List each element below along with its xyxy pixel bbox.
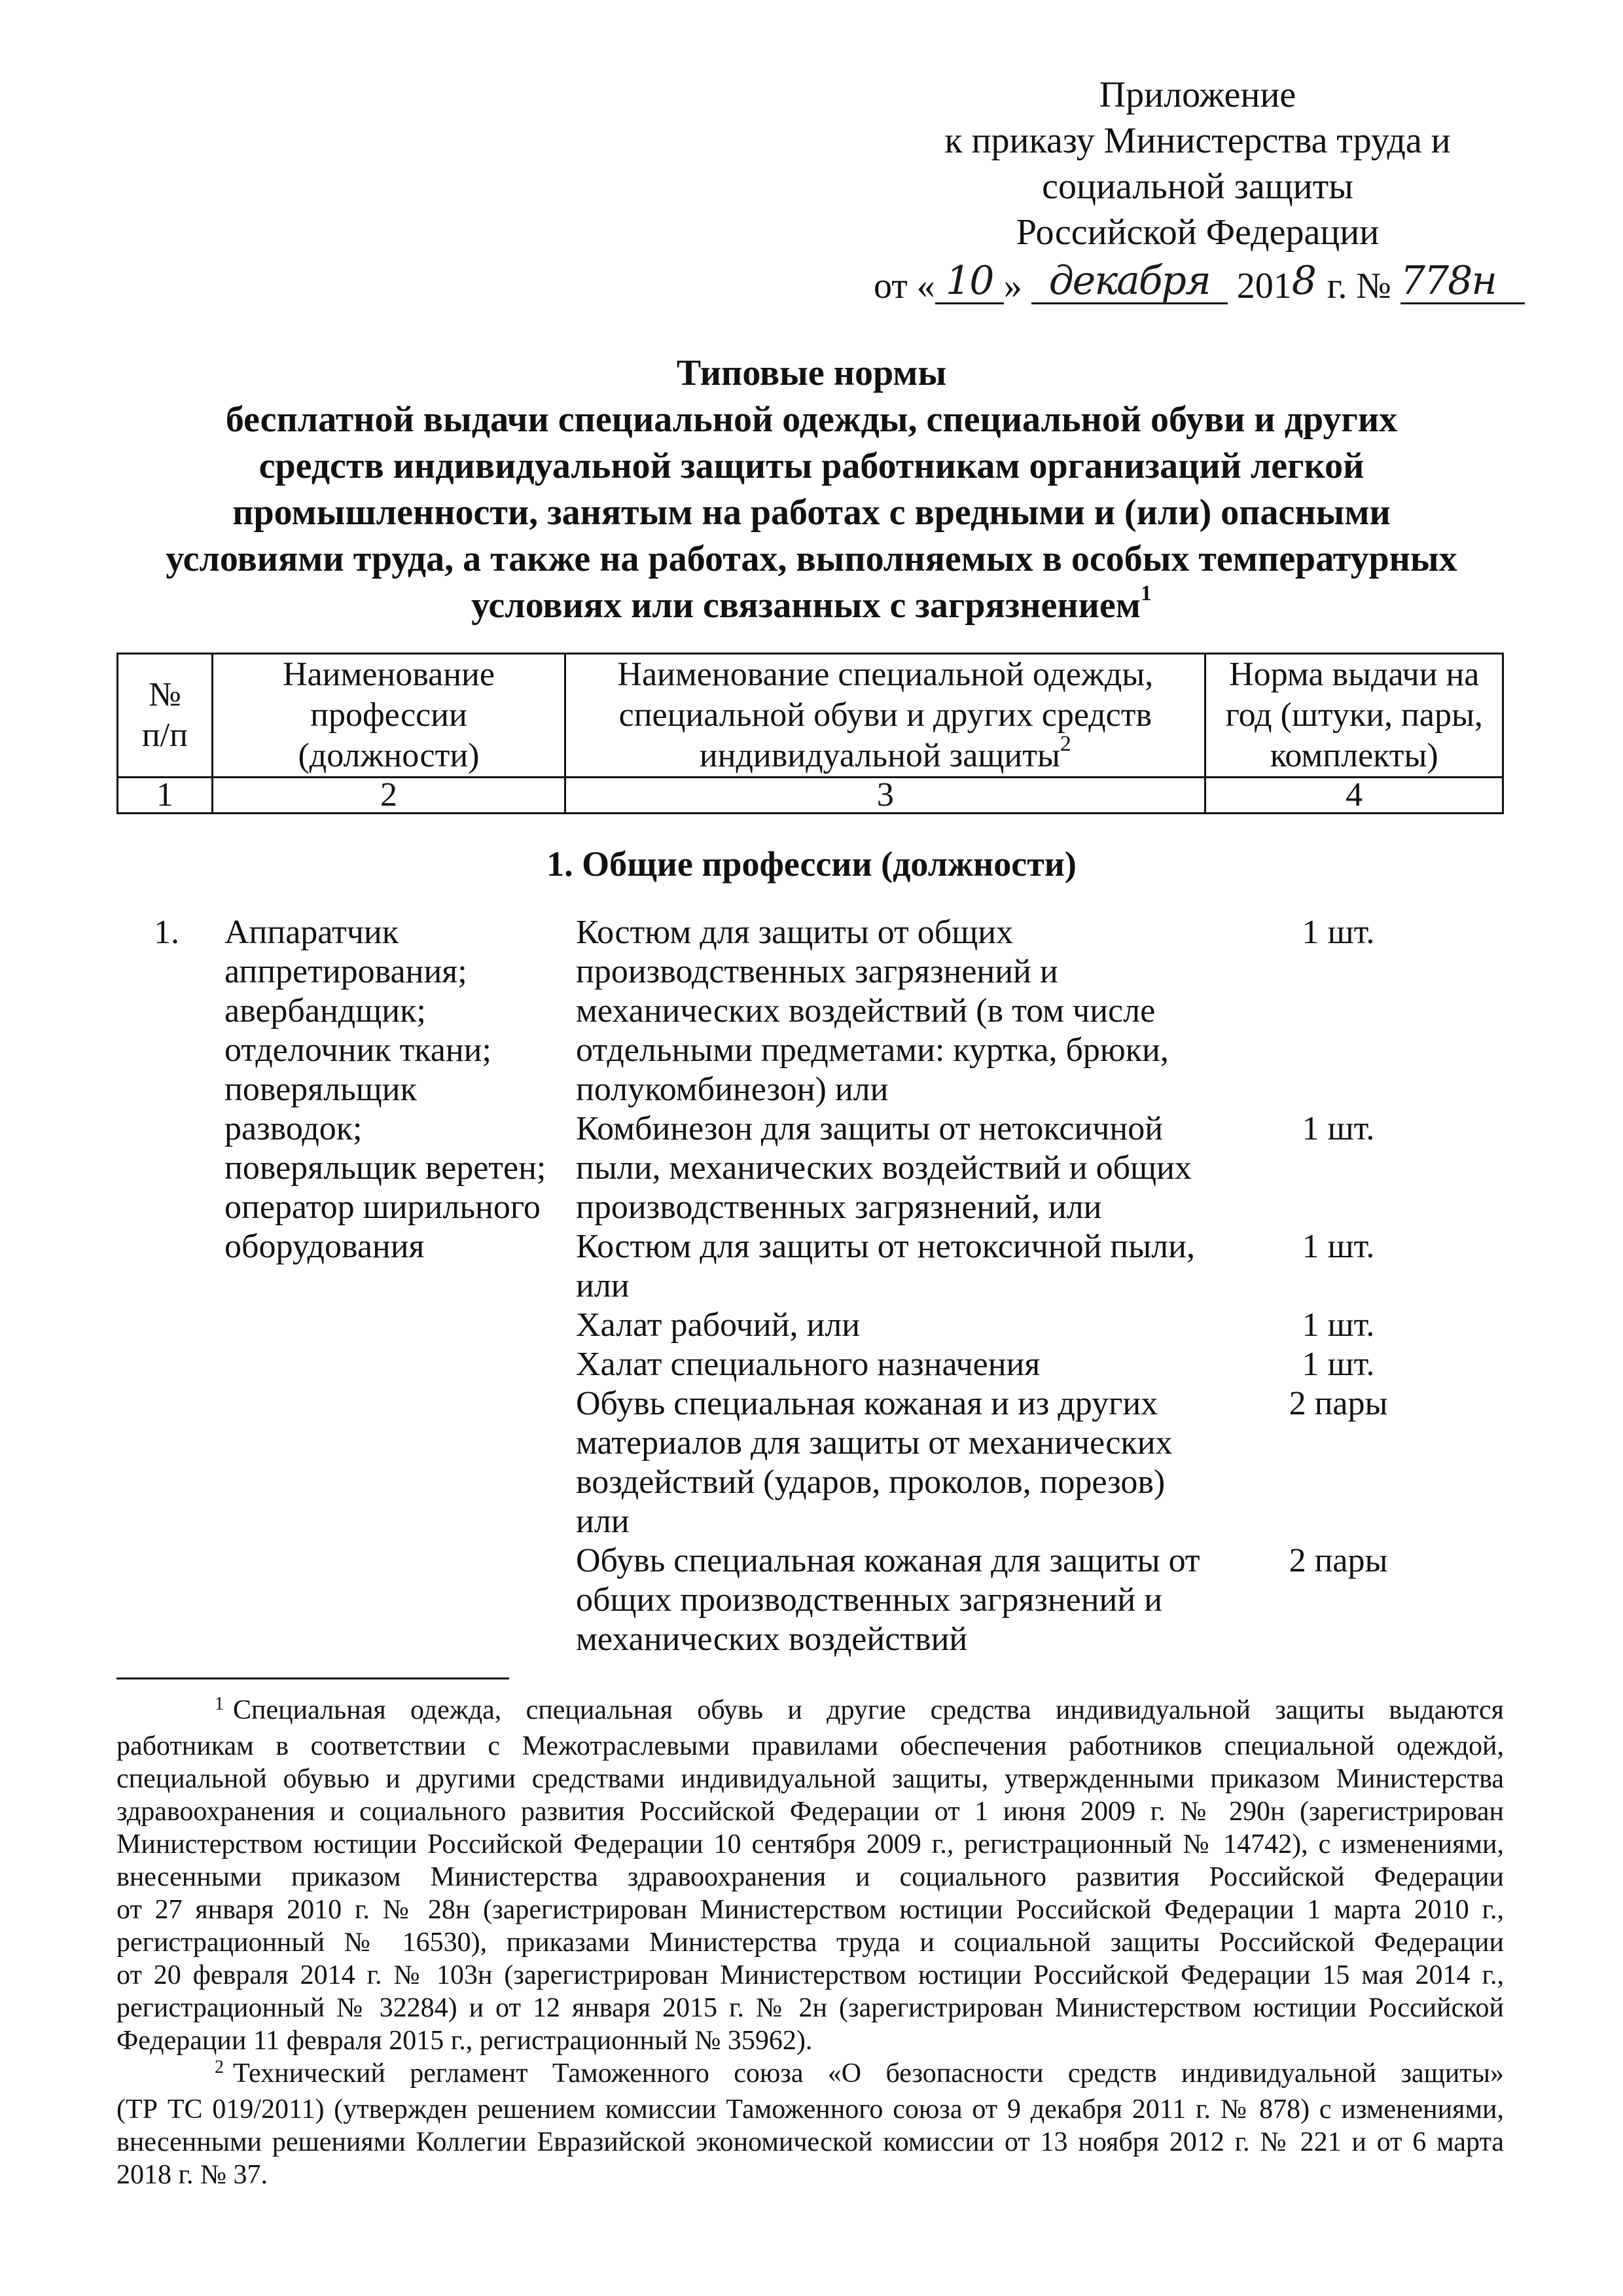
header-col4-line-1: Норма выдачи на	[1229, 656, 1480, 693]
section-title: 1. Общие профессии (должности)	[546, 844, 1077, 884]
equipment-norm: 2 пары	[1289, 1385, 1388, 1422]
equipment-item	[576, 1384, 1446, 1541]
equipment-item	[576, 913, 1446, 1109]
footnote-1-line: регистрационный № 16530), приказами Министерства труда и социальной защиты Российской Федерации	[116, 1928, 1504, 1958]
footnote-1-line: регистрационный № 32284) и от 12 января 2015 г. № 2н (зарегистрирован Министерством юстиции Российской	[116, 1993, 1504, 2023]
appendix-line-4: Российской Федерации	[1016, 212, 1380, 253]
equipment-list	[576, 913, 1446, 1659]
equipment-item	[576, 1345, 1446, 1384]
footnote-2-line: внесенными решениями Коллегии Евразийской экономической комиссии от 13 ноября 2012 г. № 221 и от 6 марта	[116, 2127, 1504, 2157]
equipment-norm: 1 шт.	[1302, 1110, 1375, 1147]
equipment-name	[576, 1306, 1230, 1345]
equipment-name-line: производственных загрязнений, или	[576, 1189, 1102, 1226]
header-row	[118, 654, 1503, 778]
header-col3-line-2: специальной обуви и других средств	[618, 696, 1152, 734]
equipment-name-line: материалов для защиты от механических	[576, 1424, 1173, 1462]
footnote-1-line: Федерации 11 февраля 2015 г., регистрационный № 35962).	[116, 2026, 813, 2056]
order-year-suffix: г. №	[1317, 266, 1391, 306]
footnote-1-line: Министерством юстиции Российской Федерации 10 сентября 2009 г., регистрационный № 14742), с изменениями,	[116, 1829, 1504, 1859]
order-number-handwritten: 778н	[1400, 258, 1496, 304]
equipment-name-line: Костюм для защиты от нетоксичной пыли,	[576, 1228, 1195, 1265]
profession-line: разводок;	[224, 1110, 363, 1147]
profession-line: авербандщик;	[224, 992, 426, 1030]
equipment-item	[576, 1109, 1446, 1227]
order-prefix: от «	[874, 266, 935, 306]
title-line-6-text: условиях или связанных с загрязнением	[471, 585, 1141, 626]
equipment-name-line: или	[576, 1267, 630, 1304]
equipment-name	[576, 1227, 1230, 1306]
column-number-4: 4	[1205, 778, 1503, 814]
footnote-1-line: внесенными приказом Министерства здравоохранения и социального развития Российской Федерации	[116, 1862, 1504, 1892]
footnotes	[116, 1694, 1504, 2191]
header-col-number	[118, 654, 213, 778]
header-footnote-ref: 2	[1060, 731, 1071, 756]
document-title	[79, 350, 1544, 629]
footnote-1-line: работникам в соответствии с Межотраслевыми правилами обеспечения работников специальной одеждой,	[116, 1731, 1504, 1761]
equipment-name-line: общих производственных загрязнений и	[576, 1581, 1163, 1619]
header-col2-line-1: Наименование	[282, 656, 495, 693]
column-number-2: 2	[212, 778, 565, 814]
equipment-name-line: полукомбинезон) или	[576, 1071, 889, 1108]
equipment-name-line: Комбинезон для защиты от нетоксичной	[576, 1110, 1164, 1147]
footnote-1-line	[116, 1694, 1504, 1730]
equipment-name-line: Халат специального назначения	[576, 1346, 1041, 1383]
equipment-name	[576, 1345, 1230, 1384]
order-day-field	[935, 258, 1004, 304]
column-number-3: 3	[565, 778, 1205, 814]
equipment-name-line: воздействий (ударов, проколов, порезов)	[576, 1463, 1166, 1501]
equipment-name-line: Обувь специальная кожаная для защиты от	[576, 1542, 1200, 1579]
footnote-2-mark: 2	[215, 2057, 224, 2077]
equipment-name-line: отдельными предметами: куртка, брюки,	[576, 1031, 1169, 1069]
profession-line: поверяльщик веретен;	[224, 1149, 546, 1187]
equipment-name-line: производственных загрязнений и	[576, 953, 1058, 990]
header-col-profession	[212, 654, 565, 778]
title-line-3: средств индивидуальной защиты работникам организаций легкой	[259, 446, 1364, 486]
header-col4-line-2: год (штуки, пары,	[1225, 696, 1483, 734]
equipment-norm: 1 шт.	[1302, 1346, 1375, 1383]
order-date-number-line	[874, 258, 1525, 309]
profession-line: отделочник ткани;	[224, 1031, 491, 1069]
profession-line: поверяльщик	[224, 1071, 417, 1108]
equipment-name	[576, 1541, 1230, 1659]
header-col3-line-3	[571, 731, 1199, 776]
title-line-6	[79, 583, 1544, 629]
equipment-name-line: пыли, механических воздействий и общих	[576, 1149, 1192, 1187]
title-line-5: условиями труда, а также на работах, выполняемых в особых температурных	[166, 539, 1457, 579]
header-col4-line-3: комплекты)	[1270, 737, 1438, 774]
appendix-line-1: Приложение	[1099, 75, 1296, 115]
equipment-name	[576, 913, 1230, 1109]
title-line-4: промышленности, занятым на работах с вредными и (или) опасными	[232, 492, 1391, 533]
header-col1-line-1: №	[149, 676, 181, 713]
profession-line: оборудования	[224, 1228, 425, 1265]
header-col2-line-3: (должности)	[298, 737, 480, 774]
header-col3-line-3-text: индивидуальной защиты	[699, 737, 1060, 774]
appendix-header	[870, 72, 1525, 255]
equipment-name	[576, 1384, 1230, 1541]
equipment-name-line: Костюм для защиты от общих	[576, 914, 1014, 951]
equipment-norm: 1 шт.	[1302, 914, 1375, 951]
equipment-item	[576, 1306, 1446, 1345]
footnote-1-line: здравоохранения и социального развития Российской Федерации от 1 июня 2009 г. № 290н (зарегистрирован	[116, 1797, 1504, 1827]
footnote-2-line: 2018 г. № 37.	[116, 2160, 268, 2190]
order-month-handwritten: декабря	[1048, 258, 1210, 304]
column-numbers-row	[118, 778, 1503, 814]
header-col-equipment	[565, 654, 1205, 778]
order-mid: »	[1003, 266, 1022, 306]
norms-header-table	[116, 653, 1504, 814]
equipment-item	[576, 1227, 1446, 1306]
header-col-norm	[1205, 654, 1503, 778]
equipment-name	[576, 1109, 1230, 1227]
row-number: 1.	[154, 914, 179, 951]
equipment-name-line: или	[576, 1503, 630, 1540]
header-col1-line-2: п/п	[141, 717, 188, 754]
footnote-1-line: от 27 января 2010 г. № 28н (зарегистрирован Министерством юстиции Российской Федерации 1 марта 2010 г.,	[116, 1895, 1504, 1925]
order-number-field	[1400, 258, 1525, 304]
appendix-line-2: к приказу Министерства труда и	[944, 120, 1451, 161]
header-col3-line-1: Наименование специальной одежды,	[617, 656, 1154, 693]
column-number-1: 1	[118, 778, 213, 814]
footnote-2-line	[116, 2057, 1504, 2093]
order-year-digit-field	[1291, 258, 1318, 309]
order-year-digit-handwritten: 8	[1291, 258, 1315, 304]
equipment-norm: 1 шт.	[1302, 1228, 1375, 1265]
equipment-name-line: Халат рабочий, или	[576, 1306, 861, 1344]
equipment-item	[576, 1541, 1446, 1659]
footnote-separator	[116, 1677, 509, 1679]
equipment-norm: 2 пары	[1289, 1542, 1388, 1579]
header-col2-line-2: профессии	[310, 696, 467, 734]
order-day-handwritten: 10	[946, 258, 993, 304]
title-line-2: бесплатной выдачи специальной одежды, специальной обуви и других	[225, 399, 1398, 440]
title-line-1: Типовые нормы	[676, 353, 947, 393]
equipment-name-line: Обувь специальная кожаная и из других	[576, 1385, 1158, 1422]
equipment-norm: 1 шт.	[1302, 1306, 1375, 1344]
footnote-2-line: (ТР ТС 019/2011) (утвержден решением комиссии Таможенного союза от 9 декабря 2011 г. № 878) с изменениями,	[116, 2094, 1504, 2125]
footnote-2-text: Технический регламент Таможенного союза «О безопасности средств индивидуальной защиты»	[233, 2058, 1504, 2089]
title-footnote-ref: 1	[1140, 581, 1152, 606]
order-year-prefix: 201	[1236, 266, 1292, 306]
order-month-field	[1031, 258, 1228, 304]
profession-line: Аппаратчик	[224, 914, 399, 951]
equipment-name-line: механических воздействий (в том числе	[576, 992, 1156, 1030]
appendix-line-3: социальной защиты	[1042, 166, 1353, 207]
footnote-1-line: от 20 февраля 2014 г. № 103н (зарегистрирован Министерством юстиции Российской Федерации 15 мая 2014 г.,	[116, 1960, 1504, 1990]
footnote-1-mark: 1	[215, 1694, 224, 1714]
equipment-name-line: механических воздействий	[576, 1621, 968, 1658]
footnote-1-line: специальной обувью и другими средствами индивидуальной защиты, утвержденными приказом Министерства	[116, 1764, 1504, 1794]
profession-list	[224, 913, 565, 1266]
profession-line: оператор ширильного	[224, 1189, 541, 1226]
profession-line: аппретирования;	[224, 953, 467, 990]
footnote-1-text: Специальная одежда, специальная обувь и другие средства индивидуальной защиты выдаются	[233, 1695, 1504, 1725]
